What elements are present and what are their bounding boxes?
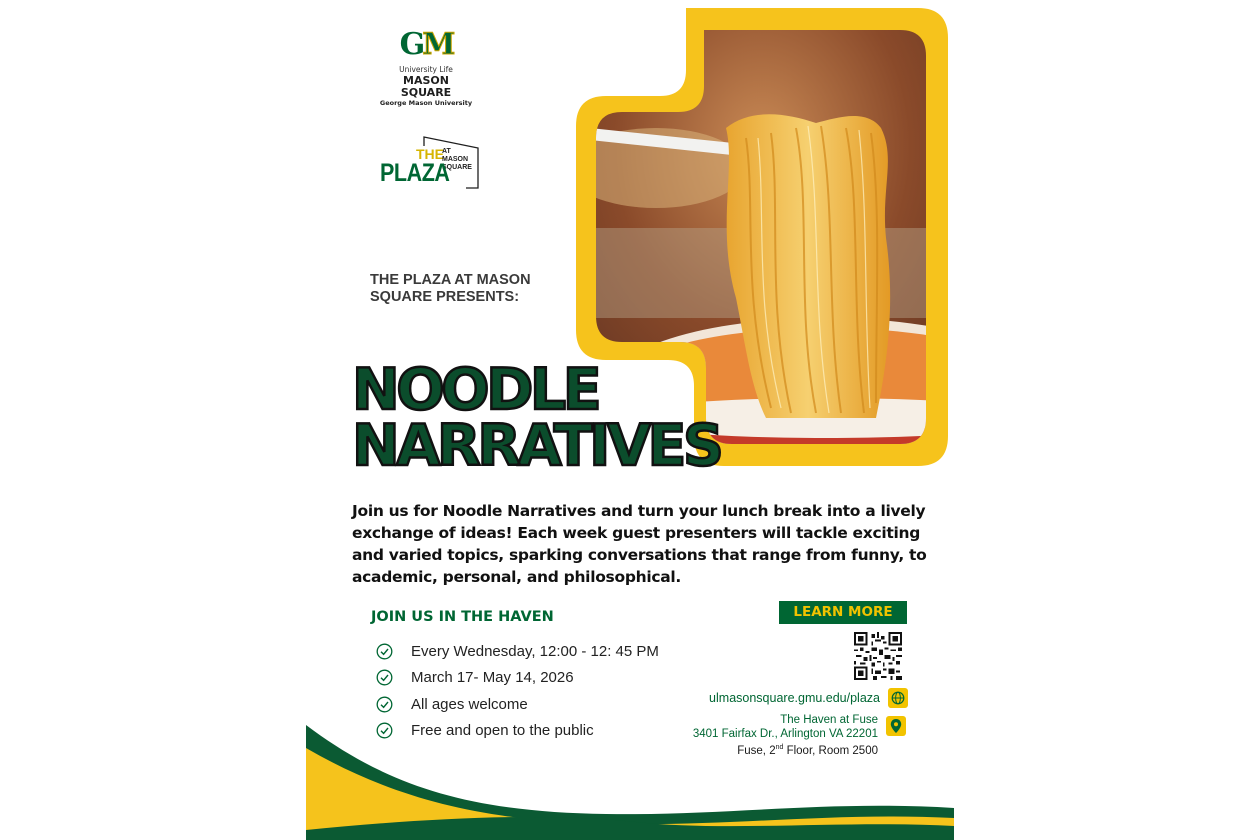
logo-mason-square: MASON SQUARE xyxy=(400,74,452,99)
plaza-logo-at-mason-square: AT MASON SQUARE xyxy=(442,148,472,171)
website-link[interactable]: ulmasonsquare.gmu.edu/plaza xyxy=(709,691,880,705)
title-line-2: NARRATIVES xyxy=(352,413,721,479)
bottom-wave-decoration xyxy=(306,700,954,840)
gm-monogram: GM xyxy=(399,27,453,62)
logo-university-life: University Life xyxy=(399,65,453,74)
logo-george-mason: George Mason University xyxy=(379,99,473,107)
address-street: 3401 Fairfax Dr., Arlington VA 22201 xyxy=(692,727,878,740)
plaza-logo-the: THE xyxy=(416,146,444,162)
plaza-logo xyxy=(380,136,480,190)
event-title xyxy=(352,357,721,479)
detail-text: Every Wednesday, 12:00 - 12: 45 PM xyxy=(411,642,659,660)
check-circle-icon xyxy=(376,669,393,686)
address-venue: The Haven at Fuse xyxy=(780,714,878,726)
mason-square-logo xyxy=(376,27,476,108)
learn-more-button[interactable]: LEARN MORE xyxy=(779,601,907,624)
plaza-logo-plaza: PLAZA xyxy=(380,159,450,187)
haven-heading: JOIN US IN THE HAVEN xyxy=(371,609,554,625)
presents-heading: THE PLAZA AT MASON SQUARE PRESENTS: xyxy=(370,272,531,305)
detail-text: Free and open to the public xyxy=(411,722,594,740)
detail-text: All ages welcome xyxy=(411,695,528,713)
qr-code-icon[interactable] xyxy=(854,632,902,680)
address-room: Fuse, 2nd Floor, Room 2500 xyxy=(737,744,878,757)
detail-dates xyxy=(376,665,659,692)
check-circle-icon xyxy=(376,643,393,660)
title-line-1: NOODLE xyxy=(352,357,599,423)
event-description: Join us for Noodle Narratives and turn your lunch break into a lively exchange of ideas! Each week guest presenters will tackle exciting and varied topics, sparking conversations that range from funny, to academic, personal, and philosophical. xyxy=(352,502,927,586)
detail-text: March 17- May 14, 2026 xyxy=(411,669,574,687)
event-flyer xyxy=(306,0,954,840)
detail-schedule xyxy=(376,638,659,665)
